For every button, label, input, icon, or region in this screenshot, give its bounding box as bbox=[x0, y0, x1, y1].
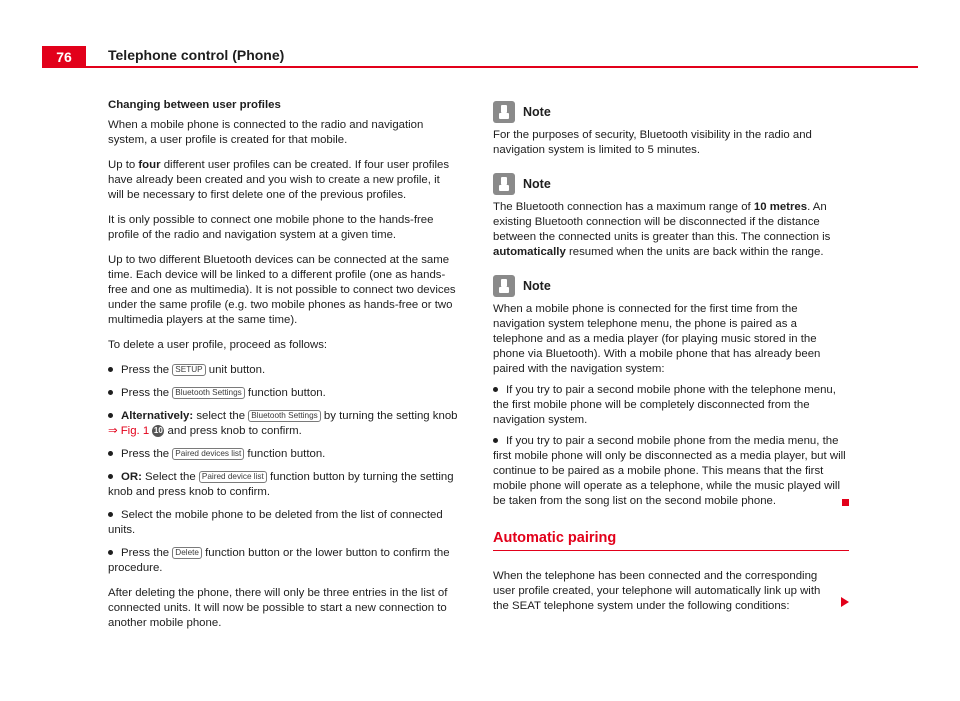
page-title: Telephone control (Phone) bbox=[108, 47, 285, 63]
text: function button or the lower button to confirm the procedure. bbox=[108, 547, 450, 574]
text: Select the bbox=[141, 471, 199, 483]
note-header bbox=[493, 274, 849, 298]
note-box bbox=[493, 274, 849, 509]
list-item bbox=[108, 508, 458, 538]
list-item bbox=[108, 546, 458, 576]
text: Press the bbox=[121, 387, 173, 399]
note-title: Note bbox=[523, 278, 551, 293]
note-header bbox=[493, 100, 849, 124]
bullet-icon bbox=[493, 438, 498, 443]
section-body bbox=[493, 569, 849, 614]
page-number: 76 bbox=[42, 46, 86, 68]
bullet-icon bbox=[493, 387, 498, 392]
text: function button. bbox=[244, 448, 326, 460]
bold-text: four bbox=[138, 159, 161, 171]
note-text bbox=[493, 200, 849, 260]
delete-key: Delete bbox=[172, 547, 202, 559]
note-bullet bbox=[493, 434, 849, 509]
bullet-icon bbox=[108, 474, 113, 479]
paragraph: It is only possible to connect one mobile phone to the hands-free profile of the radio and navigation system at a given time. bbox=[108, 214, 434, 241]
text: Press the bbox=[121, 448, 173, 460]
note-box bbox=[493, 100, 849, 158]
paragraph: When the telephone has been connected and the corresponding user profile created, your telephone will automatically link up with the SEAT telephone system under the following conditions: bbox=[493, 570, 821, 612]
paragraph: When a mobile phone is connected to the radio and navigation system, a user profile is created for that mobile. bbox=[108, 119, 424, 146]
text: If you try to pair a second mobile phone with the telephone menu, the first mobile phone will be completely disconnected from the navigation system. bbox=[493, 384, 836, 426]
continue-arrow-icon bbox=[841, 597, 849, 612]
paragraph: After deleting the phone, there will only be three entries in the list of connected units. It will now be possible to start a new connection to another mobile phone. bbox=[108, 587, 448, 629]
note-text: When a mobile phone is connected for the first time from the navigation system telephone menu, the phone is paired as a telephone and as a media player (for playing music stored in the phone via Bluetooth). With a mobile phone that has already been paired with the navigation system: bbox=[493, 303, 821, 375]
bullet-icon bbox=[108, 367, 113, 372]
section-end-icon bbox=[842, 499, 849, 506]
note-title: Note bbox=[523, 176, 551, 191]
page-header bbox=[0, 0, 960, 70]
text: Press the bbox=[121, 547, 173, 559]
text: function button. bbox=[244, 387, 326, 399]
list-item bbox=[108, 363, 458, 378]
text: select the bbox=[193, 410, 249, 422]
note-header bbox=[493, 172, 849, 196]
section-title: Automatic pairing bbox=[493, 530, 617, 546]
paired-device-list-key: Paired device list bbox=[199, 471, 267, 483]
text: function button by turning the setting knob and press knob to confirm. bbox=[108, 471, 454, 498]
note-hand-icon bbox=[493, 101, 515, 123]
paragraph: To delete a user profile, proceed as follows: bbox=[108, 339, 328, 351]
header-rule bbox=[42, 66, 918, 68]
bold-text: OR: bbox=[121, 471, 142, 483]
list-item bbox=[108, 409, 458, 439]
text: . An existing Bluetooth connection will be disconnected if the distance between the connected units is greater than this. The connection is bbox=[493, 201, 831, 243]
note-hand-icon bbox=[493, 173, 515, 195]
bold-text: 10 metres bbox=[753, 201, 808, 213]
note-title: Note bbox=[523, 104, 551, 119]
note-hand-icon bbox=[493, 275, 515, 297]
list-item bbox=[108, 386, 458, 401]
text: Press the bbox=[121, 364, 173, 376]
bullet-icon bbox=[108, 451, 113, 456]
text: If you try to pair a second mobile phone from the media menu, the first mobile phone will only be disconnected as a media player, but will continue to be paired as a mobile phone. This means that the first mobile phone will operate as a telephone, while the music played will be taken from the song list on the second mobile phone. bbox=[493, 435, 846, 507]
text: unit button. bbox=[205, 364, 266, 376]
bold-text: Alternatively: bbox=[121, 410, 194, 422]
left-column bbox=[108, 98, 458, 641]
text: The Bluetooth connection has a maximum range of bbox=[493, 201, 754, 213]
callout-number: 10 bbox=[153, 425, 163, 435]
text: different user profiles can be created. If four user profiles have already been created and you wish to create a new profile, it will be necessary to first delete one of the previous profiles. bbox=[108, 159, 450, 201]
bluetooth-settings-key: Bluetooth Settings bbox=[172, 387, 244, 399]
list-item bbox=[108, 447, 458, 462]
text: and press knob to confirm. bbox=[164, 425, 302, 437]
note-bullet bbox=[493, 383, 849, 428]
text: Select the mobile phone to be deleted from the list of connected units. bbox=[108, 509, 443, 536]
note-box bbox=[493, 172, 849, 260]
bullet-icon bbox=[108, 390, 113, 395]
bullet-icon bbox=[108, 512, 113, 517]
section-rule bbox=[493, 550, 849, 551]
paragraph bbox=[108, 158, 458, 203]
setup-key: SETUP bbox=[172, 364, 205, 376]
subhead-user-profiles: Changing between user profiles bbox=[108, 99, 281, 111]
paired-devices-list-key: Paired devices list bbox=[172, 448, 244, 460]
bullet-icon bbox=[108, 550, 113, 555]
list-item bbox=[108, 470, 458, 500]
bullet-icon bbox=[108, 413, 113, 418]
text: by turning the setting knob bbox=[320, 410, 458, 422]
bluetooth-settings-key: Bluetooth Settings bbox=[248, 410, 320, 422]
text: resumed when the units are back within the range. bbox=[565, 246, 824, 258]
bold-text: automatically bbox=[493, 246, 566, 258]
paragraph: Up to two different Bluetooth devices can be connected at the same time. Each device will be linked to a different profile (one as hands-free and one as multimedia). It is not possible to connect two devices under the same profile (e.g. two mobile phones as hands-free or two multimedia players at the same time). bbox=[108, 254, 456, 326]
note-text: For the purposes of security, Bluetooth visibility in the radio and navigation system is limited to 5 minutes. bbox=[493, 129, 812, 156]
text: Up to bbox=[108, 159, 139, 171]
right-column bbox=[493, 100, 849, 624]
figure-reference: ⇒ Fig. 1 bbox=[108, 425, 150, 437]
